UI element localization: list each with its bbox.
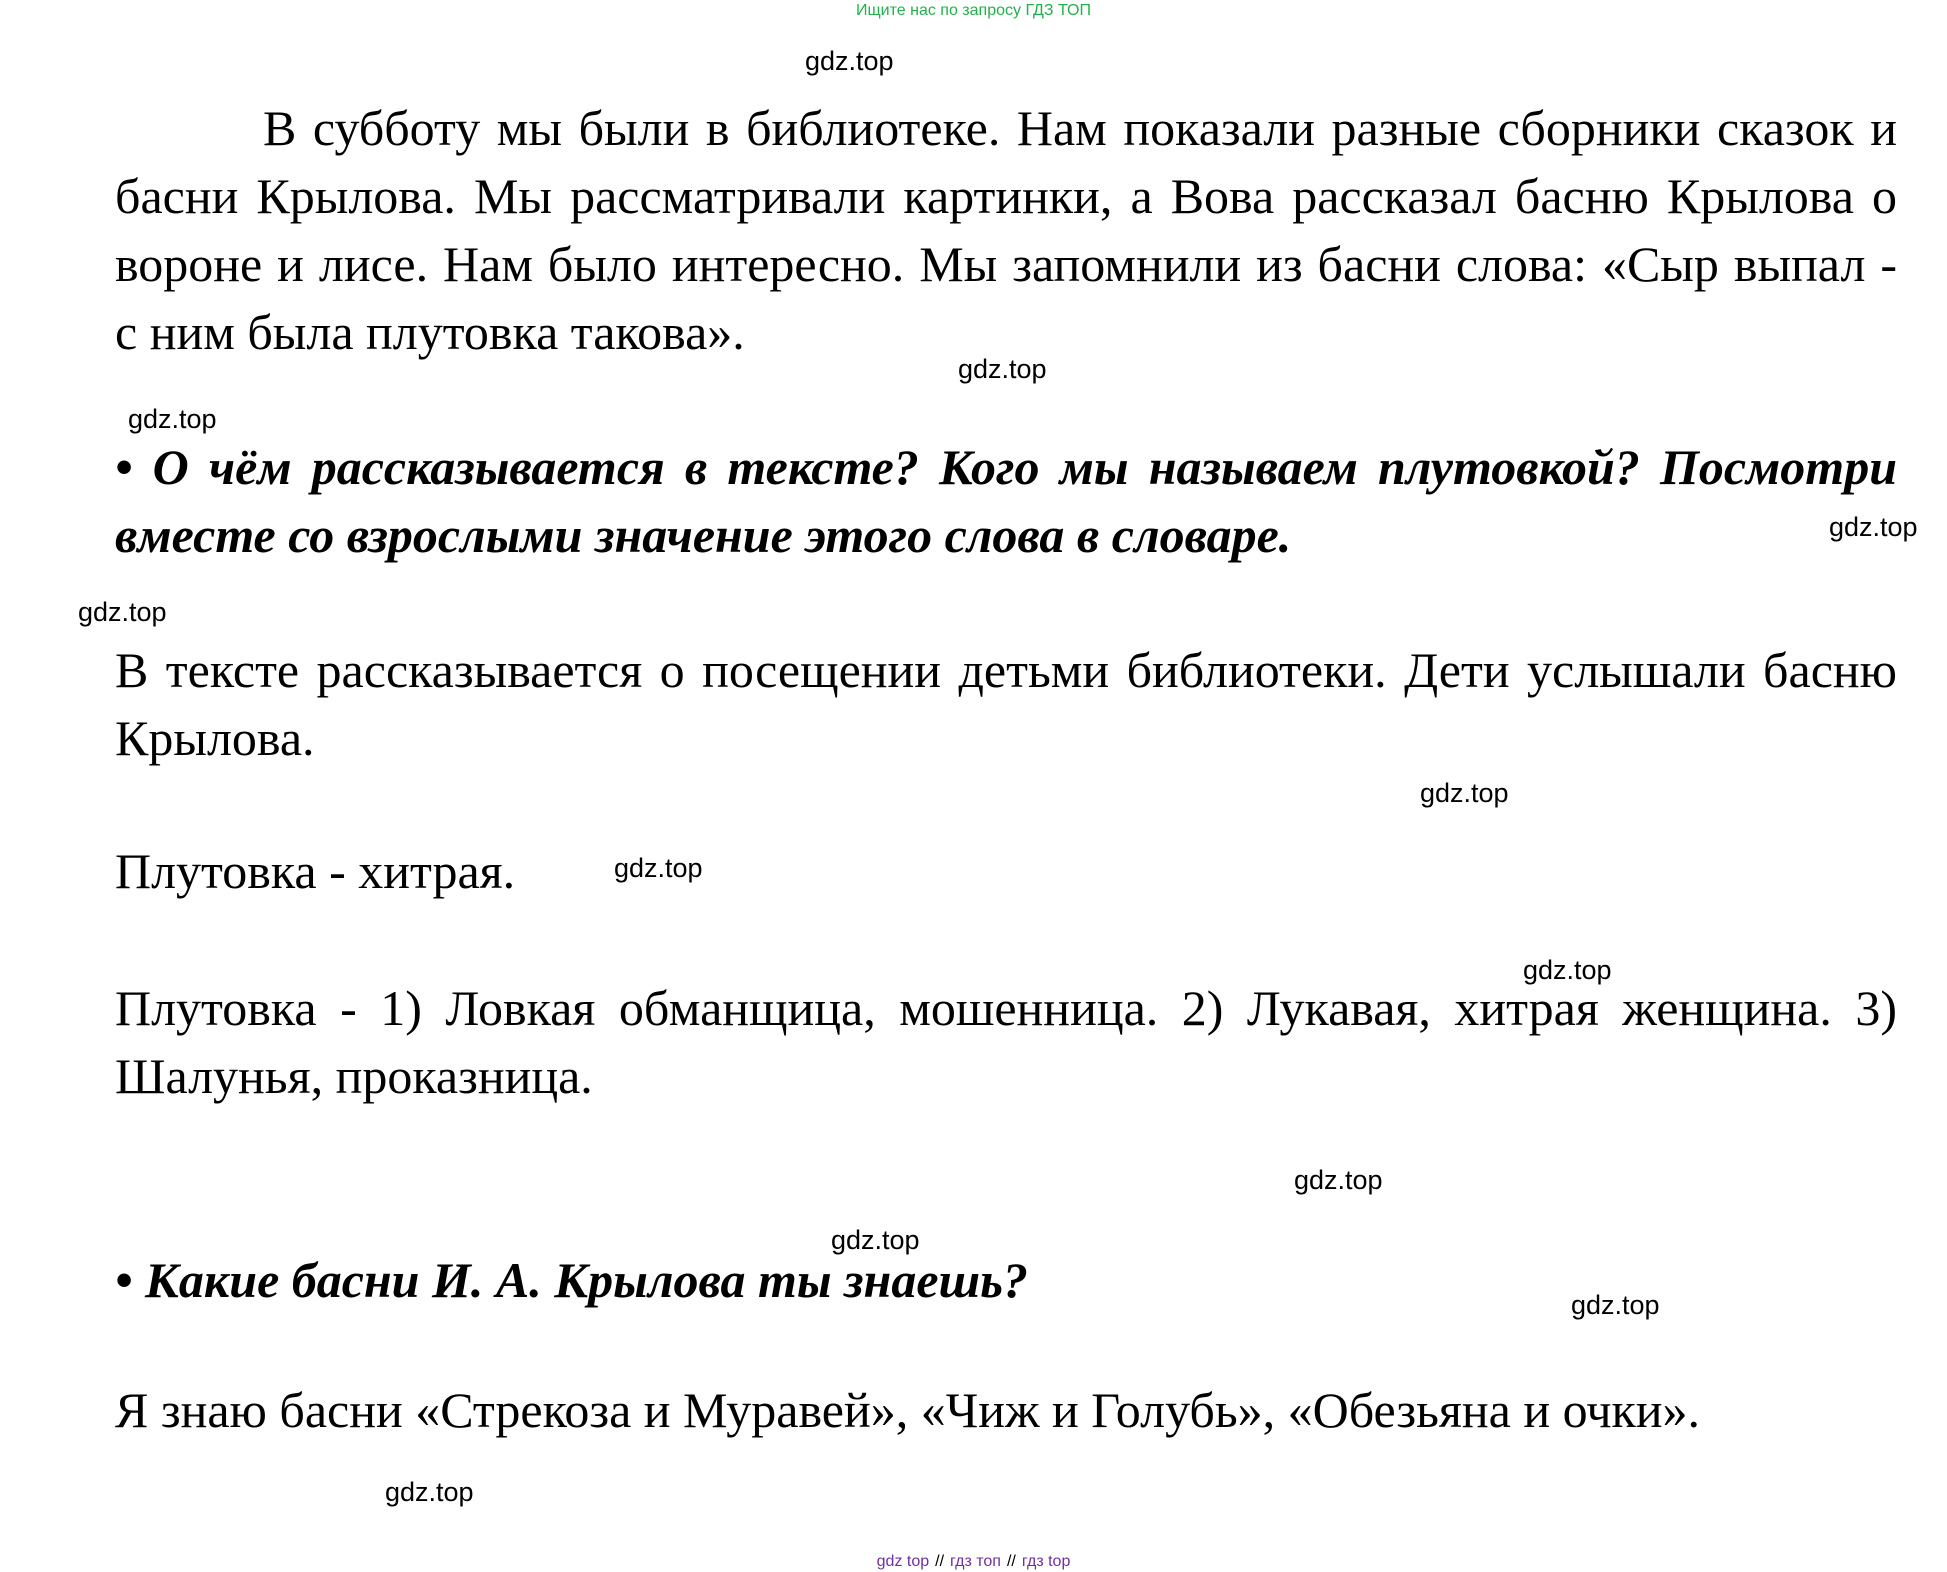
- search-hint-link[interactable]: Ищите нас по запросу ГДЗ ТОП: [856, 2, 1091, 19]
- answer-paragraph-3: Плутовка - 1) Ловкая обманщица, мошенница. 2) Лукавая, хитрая женщина. 3) Шалунья, проказница.: [115, 980, 1897, 1104]
- footer-links: [0, 1553, 1947, 1571]
- intro-paragraph: В субботу мы были в библиотеке. Нам показали разные сборники сказок и басни Крылова. Мы рассматривали картинки, а Вова рассказал басню Крылова о вороне и лисе. Нам было интересно. Мы запомнили из басни слова: «Сыр выпал - с ним была плутовка такова».: [115, 100, 1897, 360]
- watermark: gdz.top: [78, 597, 167, 627]
- watermark: gdz.top: [1294, 1165, 1383, 1195]
- footer-link-gdz-top[interactable]: gdz top: [876, 1553, 930, 1570]
- watermark: gdz.top: [128, 404, 217, 434]
- watermark: gdz.top: [958, 354, 1047, 384]
- footer-separator: //: [935, 1553, 945, 1570]
- watermark: gdz.top: [805, 46, 894, 76]
- question-heading-1: • О чём рассказывается в тексте? Кого мы называем плутовкой? Посмотри вместе со взрослыми значение этого слова в словаре.: [115, 439, 1897, 563]
- answer-paragraph-4: Я знаю басни «Стрекоза и Муравей», «Чиж и Голубь», «Обезьяна и очки».: [115, 1382, 1701, 1438]
- watermark: gdz.top: [614, 853, 703, 883]
- footer-link-gdz-top-mixed[interactable]: гдз top: [1021, 1553, 1071, 1570]
- watermark: gdz.top: [1420, 778, 1509, 808]
- watermark: gdz.top: [385, 1477, 474, 1507]
- answer-paragraph-1: В тексте рассказывается о посещении детьми библиотеки. Дети услышали басню Крылова.: [115, 642, 1897, 766]
- footer-separator: //: [1006, 1553, 1016, 1570]
- footer-link-gdz-top-ru[interactable]: гдз топ: [950, 1553, 1001, 1570]
- watermark: gdz.top: [1829, 512, 1918, 542]
- question-heading-2: • Какие басни И. А. Крылова ты знаешь?: [115, 1252, 1029, 1308]
- answer-paragraph-2: Плутовка - хитрая.: [115, 843, 516, 899]
- watermark: gdz.top: [1523, 955, 1612, 985]
- watermark: gdz.top: [1571, 1290, 1660, 1320]
- watermark: gdz.top: [831, 1225, 920, 1255]
